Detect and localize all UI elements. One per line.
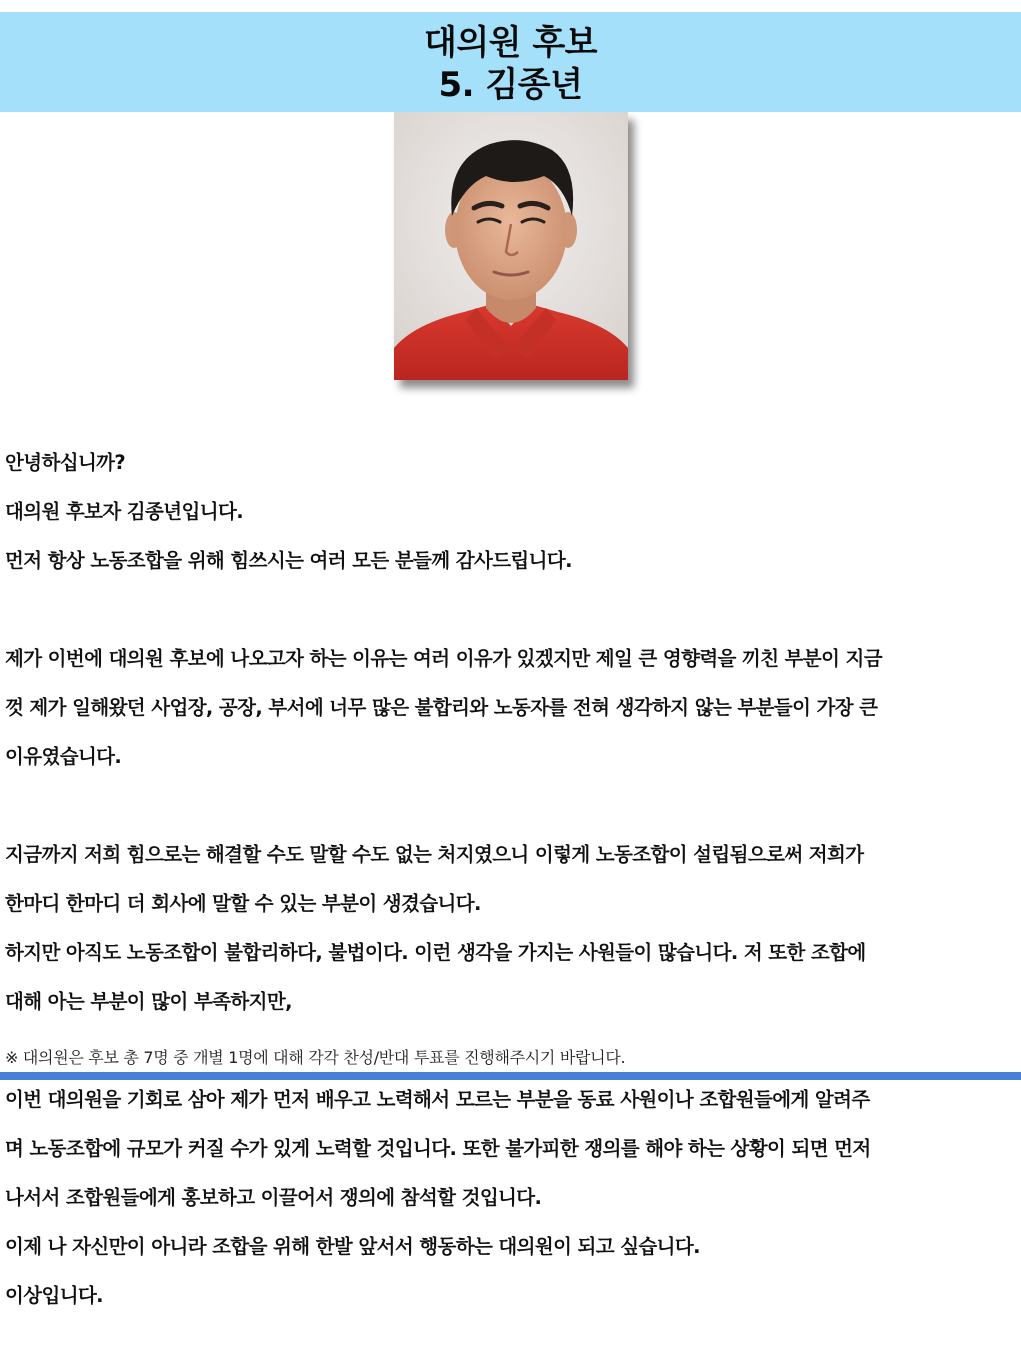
statement-line: 먼저 항상 노동조합을 위해 힘쓰시는 여러 모든 분들께 감사드립니다. bbox=[5, 548, 572, 572]
statement-line: 껏 제가 일해왔던 사업장, 공장, 부서에 너무 많은 불합리와 노동자를 전혀 생각하지 않는 부분들이 가장 큰 bbox=[5, 695, 878, 719]
candidate-statement bbox=[5, 426, 1017, 1357]
statement-line: 대의원 후보자 김종년입니다. bbox=[5, 499, 244, 523]
statement-line: 이번 대의원을 기회로 삼아 제가 먼저 배우고 노력해서 모르는 부분을 동료 사원이나 조합원들에게 알려주 bbox=[5, 1087, 870, 1111]
statement-line: 이유였습니다. bbox=[5, 744, 122, 768]
statement-line: 대해 아는 부분이 많이 부족하지만, bbox=[5, 989, 292, 1013]
candidate-photo bbox=[394, 112, 628, 380]
statement-line: 며 노동조합에 규모가 커질 수가 있게 노력할 것입니다. 또한 불가피한 쟁의를 해야 하는 상황이 되면 먼저 bbox=[5, 1136, 871, 1160]
statement-line: 제가 이번에 대의원 후보에 나오고자 하는 이유는 여러 이유가 있겠지만 제일 큰 영향력을 끼친 부분이 지금 bbox=[5, 646, 883, 670]
header-banner bbox=[0, 12, 1021, 112]
candidate-name-title: 5. 김종년 bbox=[438, 65, 583, 105]
statement-line: 지금까지 저희 힘으로는 해결할 수도 말할 수도 없는 처지였으니 이렇게 노동조합이 설립됨으로써 저희가 bbox=[5, 842, 864, 866]
situation-paragraph bbox=[5, 818, 1017, 1039]
reason-paragraph bbox=[5, 622, 1017, 794]
statement-line: 하지만 아직도 노동조합이 불합리하다, 불법이다. 이런 생각을 가지는 사원들이 많습니다. 저 또한 조합에 bbox=[5, 940, 866, 964]
voting-note: ※ 대의원은 후보 총 7명 중 개별 1명에 대해 각각 찬성/반대 투표를 진행해주시기 바랍니다. bbox=[5, 1048, 626, 1067]
footer-bar bbox=[0, 1072, 1021, 1080]
statement-line: 안녕하십니까? bbox=[5, 450, 126, 474]
statement-line: 이상입니다. bbox=[5, 1283, 103, 1307]
pledge-paragraph bbox=[5, 1063, 1017, 1333]
portrait-icon bbox=[394, 112, 628, 380]
statement-line: 나서서 조합원들에게 홍보하고 이끌어서 쟁의에 참석할 것입니다. bbox=[5, 1185, 542, 1209]
intro-paragraph bbox=[5, 426, 1017, 598]
page-title: 대의원 후보 bbox=[423, 23, 598, 63]
statement-line: 한마디 한마디 더 회사에 말할 수 있는 부분이 생겼습니다. bbox=[5, 891, 481, 915]
statement-line: 이제 나 자신만이 아니라 조합을 위해 한발 앞서서 행동하는 대의원이 되고 싶습니다. bbox=[5, 1234, 700, 1258]
